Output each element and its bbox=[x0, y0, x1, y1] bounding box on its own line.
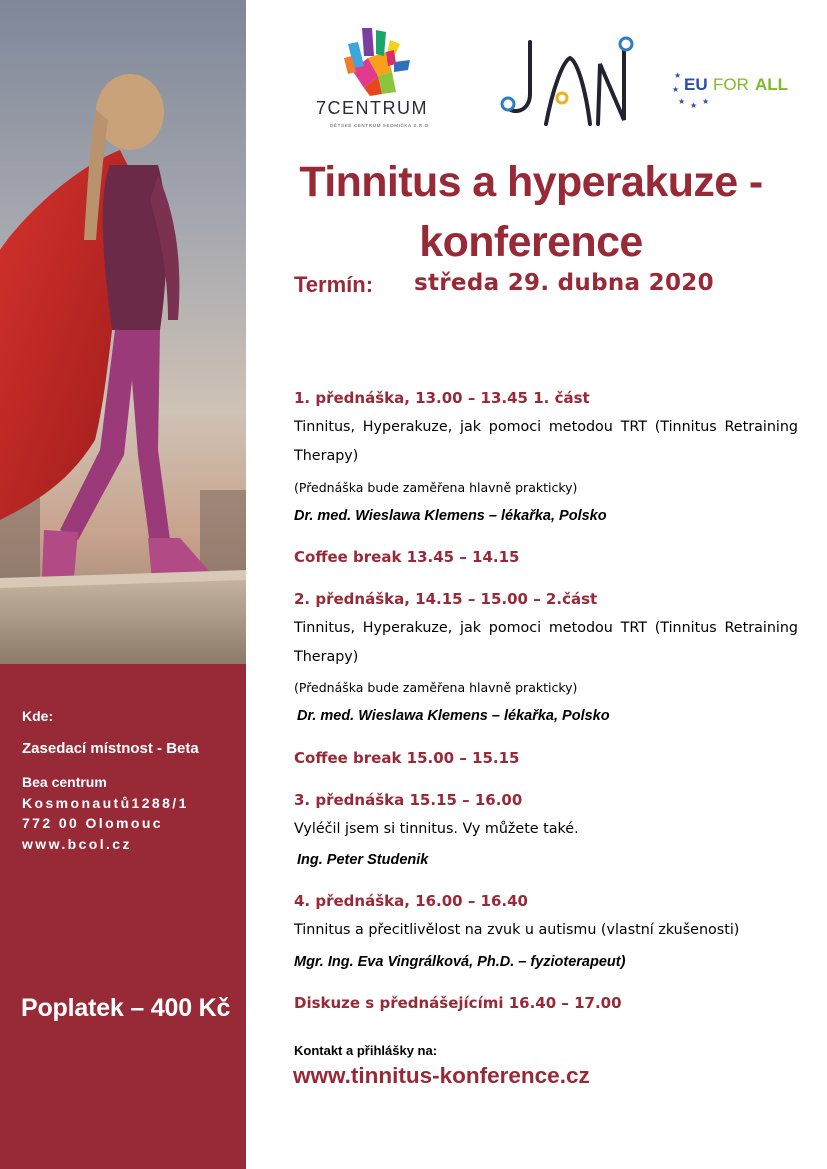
eu-text-part1: EU bbox=[684, 75, 708, 94]
lecture-3-heading: 3. přednáška 15.15 – 16.00 bbox=[294, 791, 523, 809]
lecture-3-topic: Vyléčil jsem si tinnitus. Vy můžete také. bbox=[294, 821, 579, 837]
lecture-3-speaker: Ing. Peter Studenik bbox=[297, 852, 429, 868]
coffee-break-2: Coffee break 15.00 – 15.15 bbox=[294, 749, 520, 767]
centrum-subtitle: DĚTSKÉ CENTRUM SEDMIČKA S.R.O. bbox=[330, 123, 431, 128]
lecture-1-note: (Přednáška bude zaměřena hlavně prakticky) bbox=[294, 480, 578, 495]
svg-text:★: ★ bbox=[702, 97, 710, 106]
hand-print-icon bbox=[312, 22, 438, 98]
lecture-2-topic: Tinnitus, Hyperakuze, jak pomoci metodou TRT (Tinnitus Retraining Therapy) bbox=[294, 620, 798, 665]
jan-logo-mark bbox=[496, 32, 636, 130]
coffee-break-1: Coffee break 13.45 – 14.15 bbox=[294, 548, 520, 566]
lecture-1-topic: Tinnitus, Hyperakuze, jak pomoci metodou TRT (Tinnitus Retraining Therapy) bbox=[294, 419, 798, 464]
centrum-name: 7CENTRUM bbox=[316, 98, 429, 118]
centrum-logo bbox=[312, 22, 438, 134]
lecture-2-note: (Přednáška bude zaměřena hlavně prakticky) bbox=[294, 680, 578, 695]
venue-web: www.bcol.cz bbox=[22, 835, 132, 852]
term-label: Termín: bbox=[294, 272, 374, 297]
venue-name: Bea centrum bbox=[22, 774, 107, 790]
venue-address bbox=[22, 772, 189, 854]
jan-logo bbox=[496, 32, 636, 130]
lecture-2-speaker: Dr. med. Wieslawa Klemens – lékařka, Polsko bbox=[297, 708, 610, 724]
lecture-4-heading: 4. přednáška, 16.00 – 16.40 bbox=[294, 892, 528, 910]
page-title bbox=[262, 152, 800, 272]
svg-text:★: ★ bbox=[672, 85, 680, 94]
girl-superhero-illustration bbox=[0, 0, 246, 664]
lecture-2-heading: 2. přednáška, 14.15 – 15.00 – 2.část bbox=[294, 590, 598, 608]
venue-city: 772 00 Olomouc bbox=[22, 815, 163, 831]
room-name: Zasedací místnost - Beta bbox=[22, 740, 199, 757]
lecture-1-heading: 1. přednáška, 13.00 – 13.45 1. část bbox=[294, 389, 590, 407]
euforall-logo bbox=[672, 64, 800, 110]
lecture-4-speaker: Mgr. Ing. Eva Vingrálková, Ph.D. – fyzioterapeut) bbox=[294, 954, 626, 970]
svg-text:★: ★ bbox=[678, 97, 686, 106]
euforall-logo-mark bbox=[672, 64, 800, 110]
venue-panel bbox=[0, 664, 246, 1169]
hero-photo bbox=[0, 0, 246, 664]
svg-text:★: ★ bbox=[674, 71, 682, 80]
discussion: Diskuze s přednášejícími 16.40 – 17.00 bbox=[294, 994, 622, 1012]
eu-text-part3: ALL bbox=[755, 75, 789, 94]
svg-text:★: ★ bbox=[690, 101, 698, 110]
where-label: Kde: bbox=[22, 708, 54, 724]
title-line-1: Tinnitus a hyperakuze - bbox=[299, 158, 763, 206]
venue-street: Kosmonautů1288/1 bbox=[22, 794, 189, 811]
lecture-4-topic: Tinnitus a přecitlivělost na zvuk u autismu (vlastní zkušenosti) bbox=[294, 922, 740, 938]
lecture-1-speaker: Dr. med. Wieslawa Klemens – lékařka, Polsko bbox=[294, 508, 607, 524]
title-line-2: konference bbox=[419, 218, 643, 266]
eu-text-part2: FOR bbox=[713, 75, 749, 94]
term-date: středa 29. dubna 2020 bbox=[414, 270, 714, 296]
contact-label: Kontakt a přihlášky na: bbox=[294, 1043, 438, 1058]
contact-link[interactable]: www.tinnitus-konference.cz bbox=[293, 1063, 590, 1088]
fee: Poplatek – 400 Kč bbox=[21, 994, 231, 1022]
